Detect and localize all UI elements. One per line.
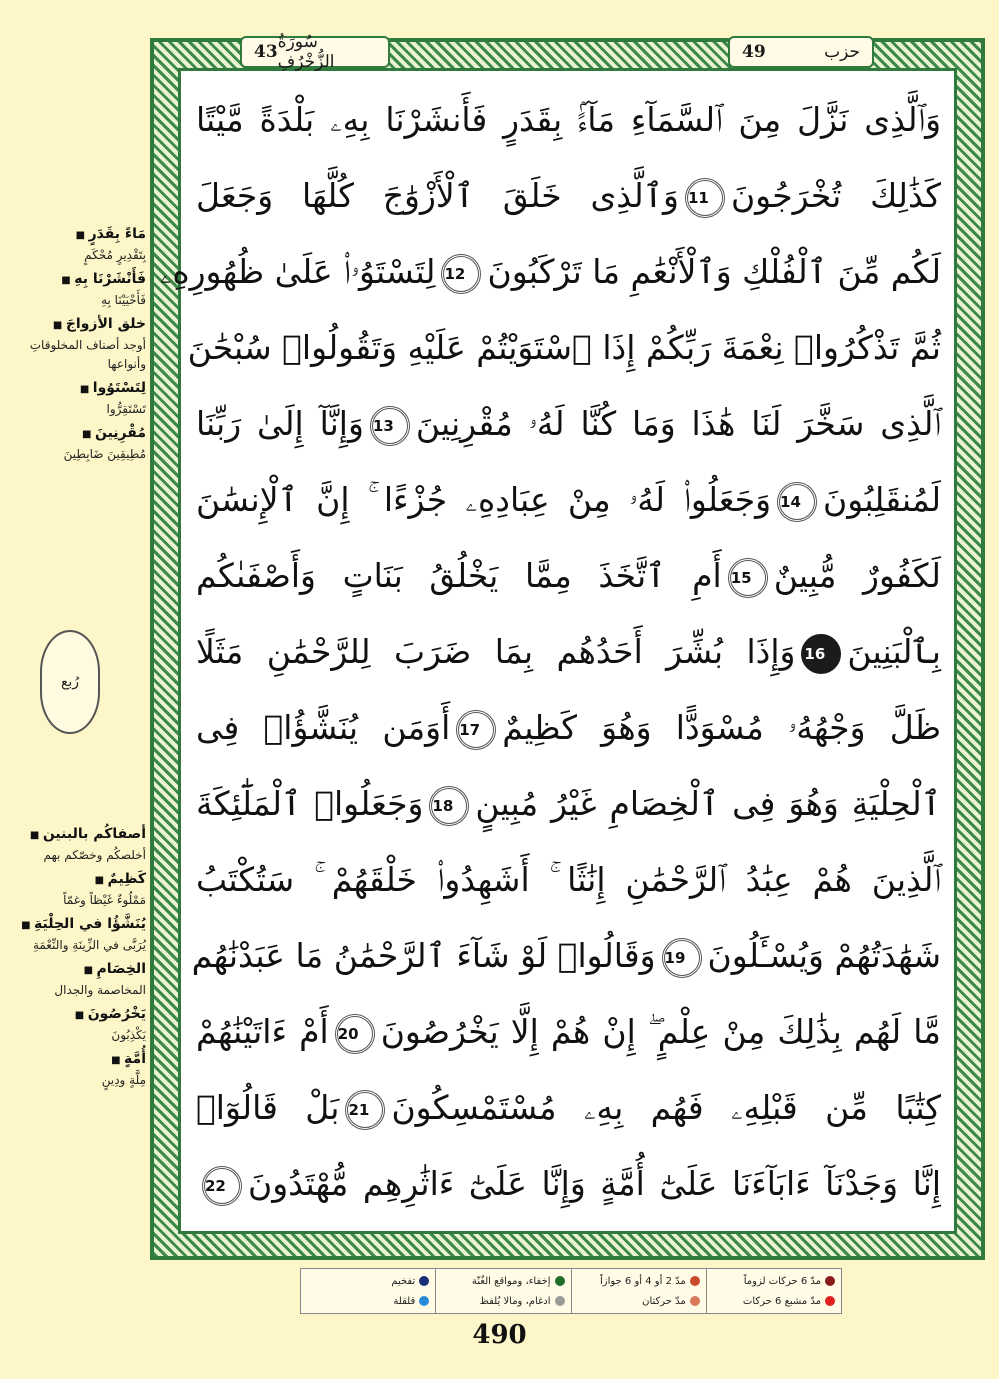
color-dot-icon [825, 1276, 835, 1286]
verse-line [196, 1076, 941, 1140]
glossary-definition: بِتَقْدِيرٍ مُحْكَمٍ [84, 248, 146, 262]
verse-text: أَمِ ٱتَّخَذَ مِمَّا يَخْلُقُ بَنَاتٍ وَأَصْفَىٰكُم [196, 556, 722, 595]
glossary-term: لِتَسْتَوُوا ■ [6, 378, 146, 400]
verse-line [196, 544, 941, 608]
verse-line [196, 1152, 941, 1216]
verse-text: وَجَعَلُوا۟ ٱلْمَلَٰٓئِكَةَ [196, 784, 424, 823]
hizb-number: 49 [742, 42, 766, 62]
verse-text: ظَلَّ وَجْهُهُۥ مُسْوَدًّا وَهُوَ كَظِيمٌ [502, 708, 941, 747]
ayah-number-marker: 14 [777, 482, 817, 522]
ayah-number-marker: 18 [429, 786, 469, 826]
glossary-definition: مَمْلُوءٌ غَيْظاً وغمّاً [63, 893, 146, 907]
hizb-quarter-icon [40, 630, 100, 734]
ayah-number-marker: 11 [685, 178, 725, 218]
legend-item [307, 1271, 429, 1291]
quran-text [159, 88, 942, 1238]
glossary-definition: تَسْتَقِرُّوا [106, 402, 146, 416]
legend-column [571, 1269, 706, 1313]
verse-text: لَكُم مِّنَ ٱلْفُلْكِ وَٱلْأَنْعَٰمِ مَا تَرْكَبُونَ [487, 252, 941, 291]
verse-text: وَٱلَّذِى نَزَّلَ مِنَ ٱلسَّمَآءِ مَآءًۢ بِقَدَرٍ فَأَنشَرْنَا بِهِۦ بَلْدَةً مَّيْتًا [196, 100, 941, 139]
legend-item [442, 1291, 564, 1311]
legend-label: قلقلة [393, 1295, 416, 1307]
ayah-number-marker: 17 [456, 710, 496, 750]
surah-name: سُورَةُ الزُّخْرُفِ [277, 32, 335, 72]
glossary-definition: أخلصكُم وخصّكم بهم [43, 848, 146, 862]
glossary-top [6, 220, 146, 464]
verse-text: شَهَٰدَتُهُمْ وَيُسْـَٔلُونَ [707, 936, 941, 975]
color-dot-icon [555, 1276, 565, 1286]
color-dot-icon [555, 1296, 565, 1306]
ayah-number-marker: 19 [662, 938, 702, 978]
legend-label: مدّ 6 حركات لزوماً [743, 1275, 821, 1287]
verse-line [196, 1000, 941, 1064]
verse-text: وَجَعَلُوا۟ لَهُۥ مِنْ عِبَادِهِۦ جُزْءًا ۚ إِنَّ ٱلْإِنسَٰنَ [196, 480, 772, 519]
ayah-number-marker: 13 [370, 406, 410, 446]
color-dot-icon [419, 1276, 429, 1286]
color-dot-icon [419, 1296, 429, 1306]
legend-label: تفخيم [391, 1275, 416, 1287]
verse-line [196, 772, 941, 836]
verse-text: وَٱلَّذِى خَلَقَ ٱلْأَزْوَٰجَ كُلَّهَا وَجَعَلَ [196, 176, 679, 215]
surah-header [240, 32, 390, 72]
legend-item [307, 1291, 429, 1311]
legend-item [713, 1291, 835, 1311]
legend-item [442, 1271, 564, 1291]
verse-line [187, 316, 941, 380]
verse-line [191, 924, 941, 988]
glossary-term: الخِصَامِ ■ [6, 959, 146, 981]
glossary-term: يُنَشَّؤُا في الحِلْيَةِ ■ [6, 914, 146, 936]
legend-item [578, 1291, 700, 1311]
verse-text: إِنَّا وَجَدْنَآ ءَابَآءَنَا عَلَىٰٓ أُمَّةٍ وَإِنَّا عَلَىٰٓ ءَاثَٰرِهِم مُّهْتَدُونَ [248, 1164, 941, 1203]
hizb-label: حزب [824, 42, 860, 62]
legend-label: مدّ حركتان [642, 1295, 686, 1307]
verse-line [196, 468, 941, 532]
glossary-definition: فَأَحْيَيْنَا بِهِ [101, 293, 146, 307]
ayah-number-marker: 21 [345, 1090, 385, 1130]
legend-item [713, 1271, 835, 1291]
verse-text: وَإِنَّآ إِلَىٰ رَبِّنَا [196, 404, 364, 443]
verse-text: لِتَسْتَوُۥا۟ عَلَىٰ ظُهُورِهِۦ [159, 252, 436, 291]
legend-label: إخفاء، ومواقع الغُنّة [471, 1275, 551, 1287]
verse-line [196, 696, 941, 760]
verse-text: مَّا لَهُم بِذَٰلِكَ مِنْ عِلْمٍ ۖ إِنْ هُمْ إِلَّا يَخْرُصُونَ [380, 1012, 941, 1051]
verse-text: أَوَمَن يُنَشَّؤُا۟ فِى [196, 708, 451, 747]
glossary-definition: مُطِيقِينَ ضَابِطِينَ [63, 447, 146, 461]
legend-column [706, 1269, 841, 1313]
verse-text: بَلْ قَالُوٓا۟ [196, 1088, 340, 1127]
verse-text: لَكَفُورٌ مُّبِينٌ [773, 556, 941, 595]
legend-item [578, 1271, 700, 1291]
verse-line [196, 848, 941, 912]
glossary-definition: يُرَبَّى في الزِّينَةِ والنِّعْمَةِ [32, 938, 146, 952]
glossary-definition: مِلَّةٍ ودِينٍ [101, 1073, 146, 1087]
verse-text: ٱلَّذِى سَخَّرَ لَنَا هَٰذَا وَمَا كُنَّا لَهُۥ مُقْرِنِينَ [415, 404, 942, 443]
legend-label: مدّ مشبع 6 حركات [742, 1295, 821, 1307]
glossary-definition: يَكْذِبُونَ [111, 1028, 146, 1042]
ayah-number-marker: 20 [335, 1014, 375, 1054]
glossary-term: أُمَّةٍ ■ [6, 1049, 146, 1071]
glossary-term: كَظِيمٌ ■ [6, 869, 146, 891]
verse-text: وَإِذَا بُشِّرَ أَحَدُهُم بِمَا ضَرَبَ لِلرَّحْمَٰنِ مَثَلًا [196, 632, 796, 671]
surah-number: 43 [254, 42, 278, 62]
verse-line [159, 240, 941, 304]
ayah-number-marker: 15 [728, 558, 768, 598]
glossary-bottom [6, 820, 146, 1090]
verse-text: لَمُنقَلِبُونَ [823, 480, 941, 519]
legend-column [435, 1269, 570, 1313]
glossary-term: خلق الأزواجَ ■ [6, 314, 146, 336]
glossary-term: يَخْرُصُونَ ■ [6, 1004, 146, 1026]
verse-text: كَذَٰلِكَ تُخْرَجُونَ [730, 176, 941, 215]
verse-text: أَمْ ءَاتَيْنَٰهُمْ [196, 1012, 329, 1051]
glossary-term: أصفاكُم بالبنين ■ [6, 824, 146, 846]
verse-text: ٱلْحِلْيَةِ وَهُوَ فِى ٱلْخِصَامِ غَيْرُ مُبِينٍ [475, 784, 941, 823]
legend-label: ادغام، ومالا يُلفظ [479, 1295, 551, 1307]
glossary-definition: المخاصمة والجدال [54, 983, 146, 997]
glossary-term: فَأَنْشَرْنَا بِهِ ■ [6, 269, 146, 291]
glossary-definition: أوجد أصناف المخلوقاتِ وأنواعها [29, 338, 146, 371]
verse-line [196, 164, 941, 228]
verse-line [196, 620, 941, 684]
verse-text: ثُمَّ تَذْكُرُوا۟ نِعْمَةَ رَبِّكُمْ إِذَا ٱسْتَوَيْتُمْ عَلَيْهِ وَتَقُولُوا۟ سُبْحَٰنَ [187, 328, 941, 367]
color-dot-icon [690, 1296, 700, 1306]
verse-text: كِتَٰبًا مِّن قَبْلِهِۦ فَهُم بِهِۦ مُسْتَمْسِكُونَ [391, 1088, 941, 1127]
color-dot-icon [690, 1276, 700, 1286]
ayah-number-marker: 12 [441, 254, 481, 294]
glossary-term: مُقْرِنِينَ ■ [6, 423, 146, 445]
verse-text: بِٱلْبَنِينَ [847, 632, 941, 671]
page-number: 490 [472, 1320, 527, 1350]
tajweed-legend [300, 1268, 842, 1314]
legend-label: مدّ 2 أو 4 أو 6 جوازاً [599, 1275, 686, 1287]
hizb-header [728, 36, 874, 68]
verse-line [196, 88, 941, 152]
ayah-number-marker: 16 [801, 634, 841, 674]
hizb-quarter-label: رُبع [60, 674, 80, 690]
glossary-term: مَاءً بِقَدَرٍ ■ [6, 224, 146, 246]
legend-column [301, 1269, 435, 1313]
verse-text: وَقَالُوا۟ لَوْ شَآءَ ٱلرَّحْمَٰنُ مَا عَبَدْنَٰهُم [191, 936, 656, 975]
ayah-number-marker: 22 [202, 1166, 242, 1206]
verse-line [196, 392, 941, 456]
color-dot-icon [825, 1296, 835, 1306]
verse-text: ٱلَّذِينَ هُمْ عِبَٰدُ ٱلرَّحْمَٰنِ إِنَٰثًا ۚ أَشَهِدُوا۟ خَلْقَهُمْ ۚ سَتُكْتَبُ [196, 860, 941, 899]
